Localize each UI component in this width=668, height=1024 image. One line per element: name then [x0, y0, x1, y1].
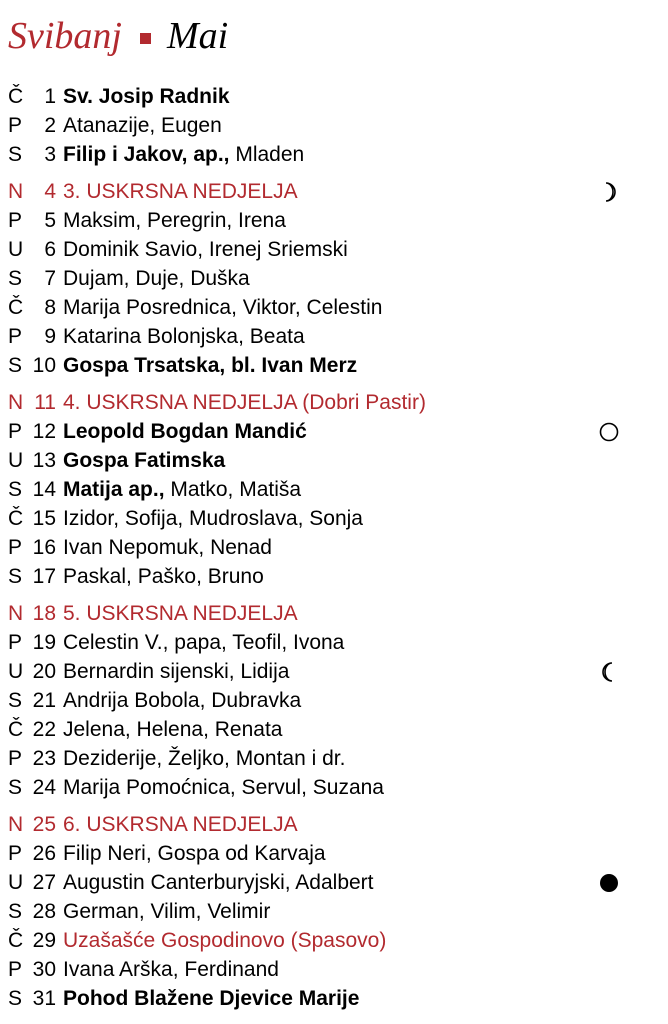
day-number: 4: [44, 180, 56, 203]
saint-names: [63, 351, 357, 380]
day-number: 13: [32, 449, 56, 472]
saint-names: [63, 744, 345, 773]
day-row: [0, 351, 668, 380]
day-row: [0, 868, 668, 897]
saint-names: [63, 868, 374, 897]
day-number: 11: [34, 391, 56, 414]
saint-names: [63, 417, 307, 446]
feast-name: Deziderije, Željko, Montan i dr.: [63, 747, 346, 770]
feast-name-bold: Filip i Jakov, ap.,: [63, 143, 230, 166]
weekday-letter: P: [8, 114, 23, 137]
day-row: [0, 475, 668, 504]
feast-name: 5. USKRSNA NEDJELJA: [63, 602, 298, 625]
day-row: [0, 322, 668, 351]
weekday-letter: S: [8, 478, 23, 501]
saint-names: [63, 897, 270, 926]
weekday-letter: P: [8, 536, 23, 559]
month-name-german: Mai: [166, 15, 229, 57]
saint-names: [63, 599, 298, 628]
day-row: [0, 839, 668, 868]
day-row: [0, 206, 668, 235]
weekday-letter: N: [8, 602, 24, 625]
saint-names: [63, 206, 286, 235]
saint-names: [63, 984, 359, 1013]
feast-name-bold: Gospa Fatimska: [63, 449, 226, 472]
weekday-letter: S: [8, 689, 23, 712]
feast-name: Marija Pomoćnica, Servul, Suzana: [63, 776, 384, 799]
weekday-letter: P: [8, 842, 23, 865]
feast-name: Dujam, Duje, Duška: [63, 267, 250, 290]
day-number: 12: [32, 420, 56, 443]
day-row: [0, 140, 668, 169]
day-row: [0, 417, 668, 446]
weekday-letter: Č: [8, 507, 24, 530]
feast-name-bold: Gospa Trsatska, bl. Ivan Merz: [63, 354, 358, 377]
day-number: 23: [32, 747, 56, 770]
weekday-letter: U: [8, 449, 24, 472]
day-row: [0, 773, 668, 802]
day-row: [0, 504, 668, 533]
weekday-letter: Č: [8, 929, 24, 952]
day-row: [0, 686, 668, 715]
day-row: [0, 984, 668, 1013]
weekday-letter: S: [8, 354, 23, 377]
feast-name: Paskal, Paško, Bruno: [63, 565, 264, 588]
saint-names: [63, 533, 272, 562]
feast-name: German, Vilim, Velimir: [63, 900, 271, 923]
day-number: 27: [32, 871, 56, 894]
day-number: 22: [32, 718, 56, 741]
day-row: [0, 533, 668, 562]
day-row: [0, 657, 668, 686]
saint-names: [63, 773, 384, 802]
first-quarter-icon: [596, 177, 622, 206]
saint-names: [63, 715, 283, 744]
day-number: 10: [32, 354, 56, 377]
saint-names: [63, 955, 279, 984]
feast-name: Dominik Savio, Irenej Sriemski: [63, 238, 348, 261]
saint-names: [63, 475, 301, 504]
weekday-letter: P: [8, 420, 23, 443]
saint-names: [63, 446, 225, 475]
day-number: 8: [44, 296, 56, 319]
weekday-letter: P: [8, 209, 23, 232]
day-number: 20: [32, 660, 56, 683]
day-row: [0, 955, 668, 984]
saint-names: [63, 322, 305, 351]
day-number: 18: [32, 602, 56, 625]
saint-names: [63, 628, 344, 657]
day-row: [0, 293, 668, 322]
day-row: [0, 810, 668, 839]
day-row: [0, 177, 668, 206]
day-row: [0, 926, 668, 955]
day-number: 5: [44, 209, 56, 232]
weekday-letter: N: [8, 391, 24, 414]
day-number: 2: [44, 114, 56, 137]
day-number: 7: [44, 267, 56, 290]
saint-names: [63, 657, 289, 686]
day-number: 14: [32, 478, 56, 501]
feast-name: Katarina Bolonjska, Beata: [63, 325, 305, 348]
feast-name: 6. USKRSNA NEDJELJA: [63, 813, 298, 836]
day-row: [0, 388, 668, 417]
weekday-letter: N: [8, 180, 24, 203]
weekday-letter: S: [8, 776, 23, 799]
feast-name: Izidor, Sofija, Mudroslava, Sonja: [63, 507, 363, 530]
feast-name: Ivana Arška, Ferdinand: [63, 958, 279, 981]
saint-names: [63, 686, 301, 715]
saint-names: [63, 264, 250, 293]
feast-name: Bernardin sijenski, Lidija: [63, 660, 290, 683]
day-row: [0, 628, 668, 657]
feast-name: 4. USKRSNA NEDJELJA (Dobri Pastir): [63, 391, 426, 414]
day-number: 1: [44, 85, 56, 108]
day-row: [0, 897, 668, 926]
weekday-letter: P: [8, 631, 23, 654]
saint-names: [63, 235, 348, 264]
day-number: 19: [32, 631, 56, 654]
saint-names: [63, 82, 230, 111]
day-number: 16: [32, 536, 56, 559]
day-number: 25: [32, 813, 56, 836]
saint-names: [63, 177, 298, 206]
day-number: 9: [44, 325, 56, 348]
last-quarter-icon: [596, 657, 622, 686]
day-number: 6: [44, 238, 56, 261]
weekday-letter: S: [8, 987, 23, 1010]
weekday-letter: P: [8, 958, 23, 981]
day-row: [0, 264, 668, 293]
feast-name: Uzašašće Gospodinovo (Spasovo): [63, 929, 387, 952]
feast-name: Andrija Bobola, Dubravka: [63, 689, 302, 712]
day-number: 24: [32, 776, 56, 799]
feast-name: Jelena, Helena, Renata: [63, 718, 283, 741]
new-moon-icon: [596, 868, 622, 897]
weekday-letter: U: [8, 660, 24, 683]
weekday-letter: S: [8, 267, 23, 290]
weekday-letter: S: [8, 565, 23, 588]
weekday-letter: U: [8, 871, 24, 894]
day-number: 29: [32, 929, 56, 952]
feast-name: Augustin Canterburyjski, Adalbert: [63, 871, 374, 894]
day-row: [0, 82, 668, 111]
day-row: [0, 446, 668, 475]
day-row: [0, 744, 668, 773]
saint-names: [63, 111, 222, 140]
day-number: 17: [32, 565, 56, 588]
feast-name-bold: Leopold Bogdan Mandić: [63, 420, 307, 443]
feast-name: Matko, Matiša: [164, 478, 302, 501]
weekday-letter: P: [8, 747, 23, 770]
day-row: [0, 111, 668, 140]
feast-name: Mladen: [229, 143, 305, 166]
saint-names: [63, 504, 363, 533]
weekday-letter: P: [8, 325, 23, 348]
weekday-letter: S: [8, 900, 23, 923]
saint-names: [63, 926, 386, 955]
saint-names: [63, 562, 264, 591]
weekday-letter: Č: [8, 85, 24, 108]
feast-name-bold: Pohod Blažene Djevice Marije: [63, 987, 360, 1010]
feast-name: Celestin V., papa, Teofil, Ivona: [63, 631, 345, 654]
full-moon-icon: [596, 417, 622, 446]
feast-name-bold: Matija ap.,: [63, 478, 165, 501]
weekday-letter: U: [8, 238, 24, 261]
day-row: [0, 562, 668, 591]
saint-names: [63, 388, 426, 417]
feast-name: Marija Posrednica, Viktor, Celestin: [63, 296, 383, 319]
day-row: [0, 599, 668, 628]
feast-name: Filip Neri, Gospa od Karvaja: [63, 842, 326, 865]
saint-names: [63, 293, 382, 322]
feast-name: Atanazije, Eugen: [63, 114, 222, 137]
day-number: 21: [32, 689, 56, 712]
saint-names: [63, 839, 326, 868]
month-name-croatian: Svibanj: [8, 15, 122, 57]
feast-name: 3. USKRSNA NEDJELJA: [63, 180, 298, 203]
feast-name-bold: Sv. Josip Radnik: [63, 85, 230, 108]
saint-names: [63, 810, 298, 839]
day-row: [0, 715, 668, 744]
day-number: 30: [32, 958, 56, 981]
feast-name: Maksim, Peregrin, Irena: [63, 209, 286, 232]
feast-name: Ivan Nepomuk, Nenad: [63, 536, 272, 559]
day-number: 3: [44, 143, 56, 166]
weekday-letter: Č: [8, 296, 24, 319]
day-number: 28: [32, 900, 56, 923]
saint-names: [63, 140, 304, 169]
weekday-letter: S: [8, 143, 23, 166]
day-number: 31: [32, 987, 56, 1010]
day-number: 26: [32, 842, 56, 865]
weekday-letter: Č: [8, 718, 24, 741]
weekday-letter: N: [8, 813, 24, 836]
day-row: [0, 235, 668, 264]
day-number: 15: [32, 507, 56, 530]
